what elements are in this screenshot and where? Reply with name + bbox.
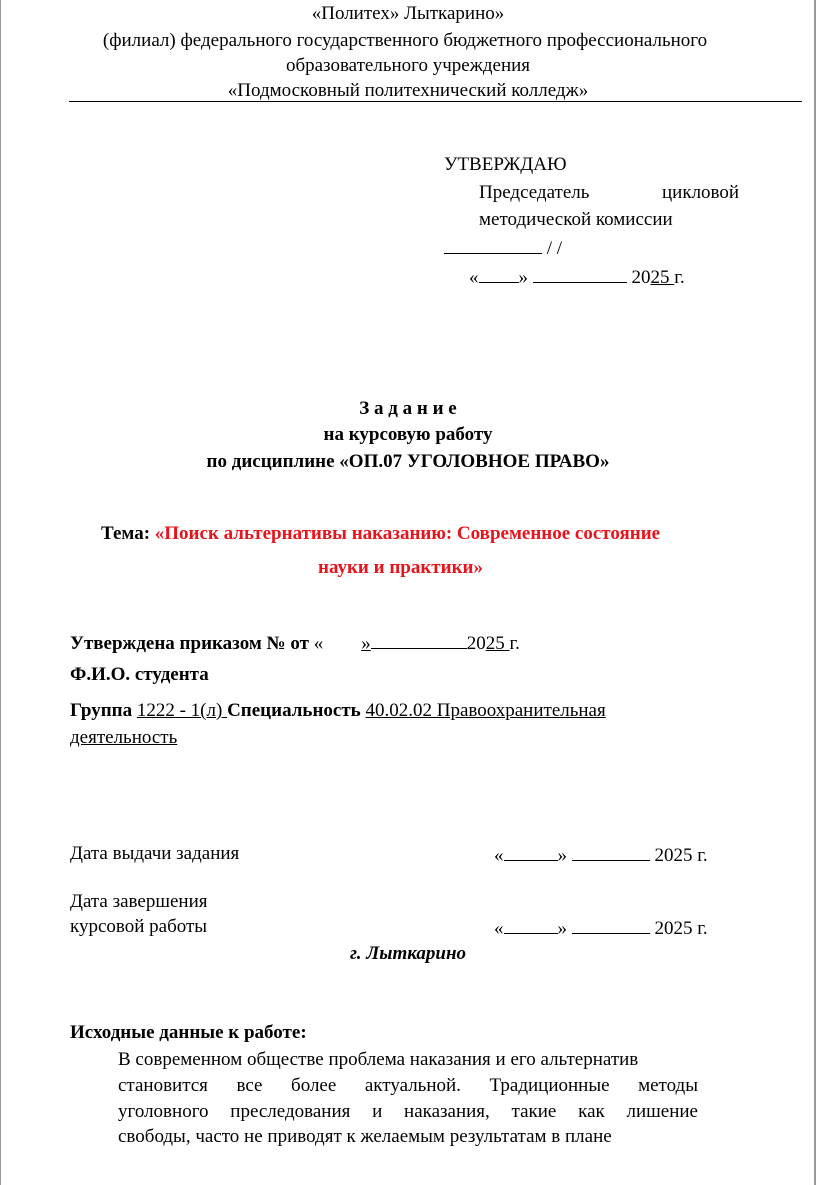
group-line bbox=[70, 700, 606, 722]
issue-mid: » bbox=[557, 845, 567, 866]
order-year-unit: г. bbox=[509, 633, 520, 654]
assignment-subtitle: на курсовую работу bbox=[323, 424, 493, 445]
approval-year-suffix: 25 bbox=[650, 267, 670, 288]
header-line-2: (филиал) федерального государственного бюджетного профессионального bbox=[102, 30, 708, 51]
topic-line-1 bbox=[101, 523, 660, 545]
source-data-line-3: уголовного преследования и наказания, такие как лишение bbox=[118, 1101, 698, 1122]
completion-month-blank bbox=[572, 916, 650, 934]
issue-date-label: Дата выдачи задания bbox=[70, 843, 240, 864]
completion-open: « bbox=[494, 918, 504, 939]
approval-date-open: « bbox=[469, 267, 479, 288]
header-rule bbox=[69, 101, 802, 102]
signature-slashes: / / bbox=[542, 238, 563, 259]
approval-day-blank bbox=[479, 265, 519, 283]
group-label: Группа bbox=[70, 700, 133, 721]
approval-month-blank bbox=[533, 265, 627, 283]
completion-date-value bbox=[494, 916, 708, 940]
completion-label-line-1: Дата завершения bbox=[70, 891, 208, 912]
specialty-value-line-1: 40.02.02 Правоохранительная bbox=[365, 700, 606, 721]
source-data-line-1: В современном обществе проблема наказания и его альтернатив bbox=[118, 1049, 639, 1070]
specialty-value-line-2: деятельность bbox=[70, 727, 178, 748]
signature-blank bbox=[444, 236, 542, 254]
order-open: « bbox=[313, 633, 324, 654]
topic-title-line-1: «Поиск альтернативы наказанию: Современное состояние bbox=[154, 523, 661, 544]
source-data-line-2: становится все более актуальной. Традиционные методы bbox=[118, 1075, 698, 1096]
order-year-prefix: 20 bbox=[466, 633, 486, 654]
city: г. Лыткарино bbox=[349, 943, 467, 964]
issue-date-value bbox=[494, 843, 708, 867]
issue-year: 2025 г. bbox=[654, 845, 708, 866]
approval-signature-line bbox=[444, 236, 562, 260]
approval-role-line-2: методической комиссии bbox=[479, 209, 673, 230]
header-line-1: «Политех» Лыткарино» bbox=[311, 3, 505, 24]
approval-year-unit: г. bbox=[674, 267, 685, 288]
issue-month-blank bbox=[572, 843, 650, 861]
approval-date-mid: » bbox=[518, 267, 528, 288]
group-value: 1222 - 1(л) bbox=[136, 700, 223, 721]
issue-day-blank bbox=[504, 843, 558, 861]
approval-role-word-1: Председатель bbox=[479, 182, 590, 203]
order-label: Утверждена приказом № от bbox=[70, 633, 309, 654]
topic-title-line-2: науки и практики» bbox=[318, 557, 483, 578]
source-data-line-4: свободы, часто не приводят к желаемым результатам в плане bbox=[118, 1126, 612, 1147]
order-month-blank bbox=[371, 631, 467, 649]
specialty-label: Специальность bbox=[227, 700, 361, 721]
issue-open: « bbox=[494, 845, 504, 866]
header-line-3: образовательного учреждения bbox=[285, 55, 531, 76]
completion-label-line-2: курсовой работы bbox=[70, 916, 208, 937]
completion-day-blank bbox=[504, 916, 558, 934]
completion-year: 2025 г. bbox=[654, 918, 708, 939]
approval-title: УТВЕРЖДАЮ bbox=[444, 154, 567, 175]
topic-label: Тема: bbox=[101, 523, 151, 544]
source-data-heading: Исходные данные к работе: bbox=[70, 1022, 307, 1043]
approval-date-line bbox=[469, 265, 685, 289]
completion-mid: » bbox=[557, 918, 567, 939]
assignment-title: З а д а н и е bbox=[359, 398, 457, 419]
approval-year-prefix: 20 bbox=[631, 267, 651, 288]
page-left-edge bbox=[0, 0, 1, 1185]
order-close: » bbox=[361, 633, 371, 654]
order-year-suffix: 25 bbox=[485, 633, 505, 654]
order-line bbox=[70, 631, 520, 655]
header-line-4: «Подмосковный политехнический колледж» bbox=[227, 80, 589, 101]
student-label: Ф.И.О. студента bbox=[70, 664, 209, 685]
approval-role-word-2: цикловой bbox=[662, 182, 740, 203]
assignment-discipline: по дисциплине «ОП.07 УГОЛОВНОЕ ПРАВО» bbox=[206, 451, 610, 472]
